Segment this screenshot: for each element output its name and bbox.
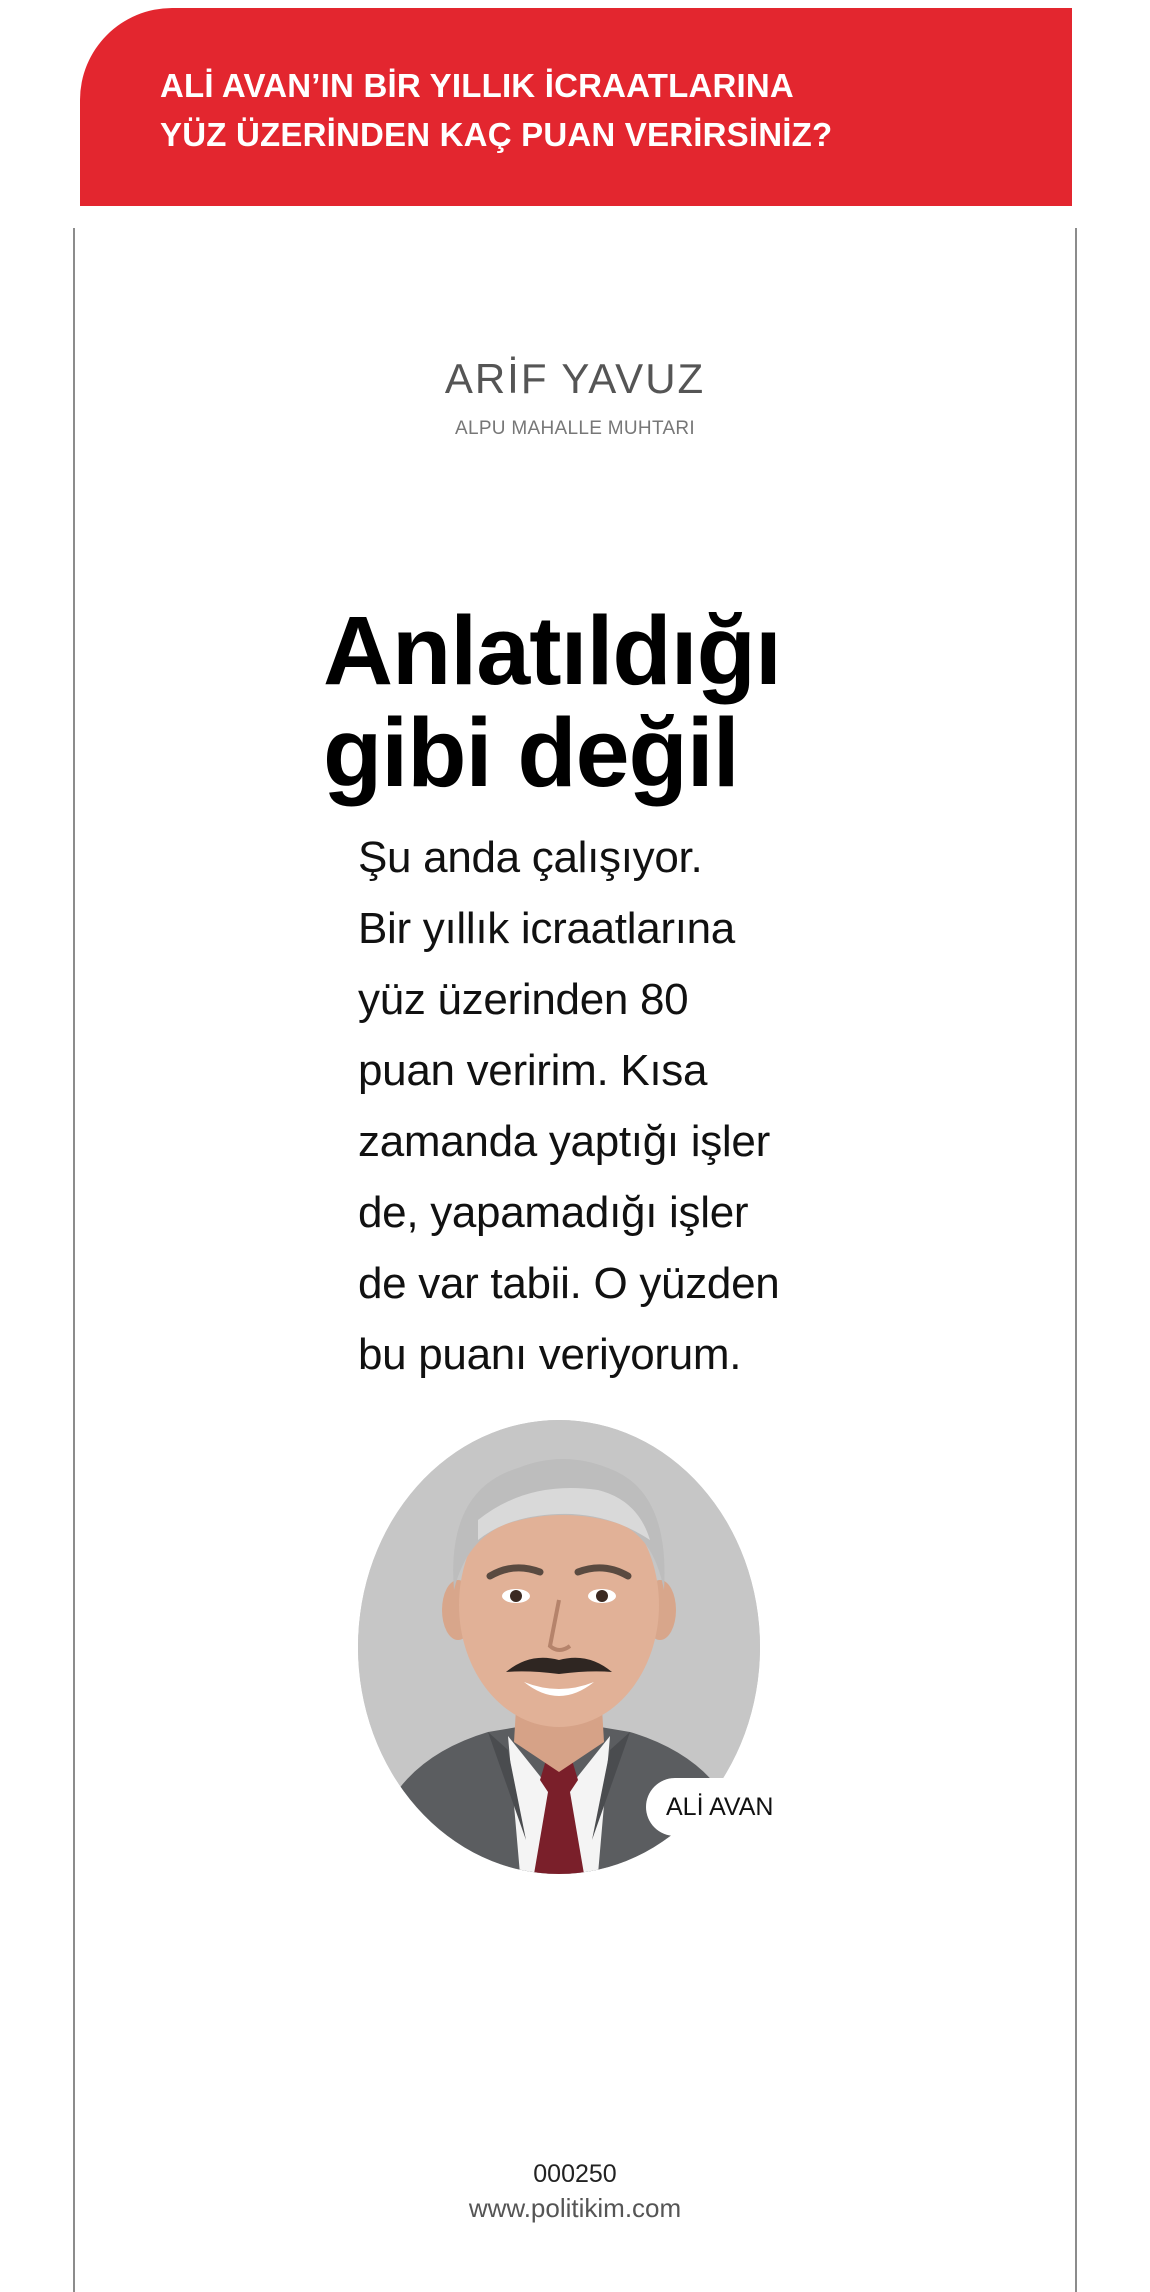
quote-line: Şu anda çalışıyor. (358, 833, 703, 882)
interviewee-name: ARİF YAVUZ (444, 355, 706, 402)
interviewee-role: ALPU MAHALLE MUHTARI (454, 418, 696, 439)
quote-line: puan veririm. Kısa (358, 1046, 708, 1095)
footer-website-link[interactable]: www.politikim.com (468, 2193, 682, 2223)
quote-line: zamanda yaptığı işler (358, 1117, 770, 1166)
frame-right-border (1075, 228, 1077, 2292)
quote-line: bu puanı veriyorum. (358, 1330, 742, 1379)
article-quote (358, 822, 918, 1390)
quote-line: de, yapamadığı işler (358, 1188, 749, 1237)
footer-code: 000250 (533, 2160, 617, 2188)
headline-line-1: Anlatıldığı (323, 596, 781, 705)
header-question-line-1: ALİ AVAN’IN BİR YILLIK İCRAATLARINA (160, 67, 794, 104)
quote-line: de var tabii. O yüzden (358, 1259, 780, 1308)
portrait-caption: ALİ AVAN (646, 1778, 784, 1836)
header-question-line-2: YÜZ ÜZERİNDEN KAÇ PUAN VERİRSİNİZ? (160, 116, 833, 153)
quote-line: yüz üzerinden 80 (358, 975, 689, 1024)
headline-line-2: gibi değil (323, 698, 739, 807)
article-headline (323, 596, 883, 807)
frame-left-border (73, 228, 75, 2292)
header-banner (80, 8, 1072, 206)
quote-line: Bir yıllık icraatlarına (358, 904, 735, 953)
